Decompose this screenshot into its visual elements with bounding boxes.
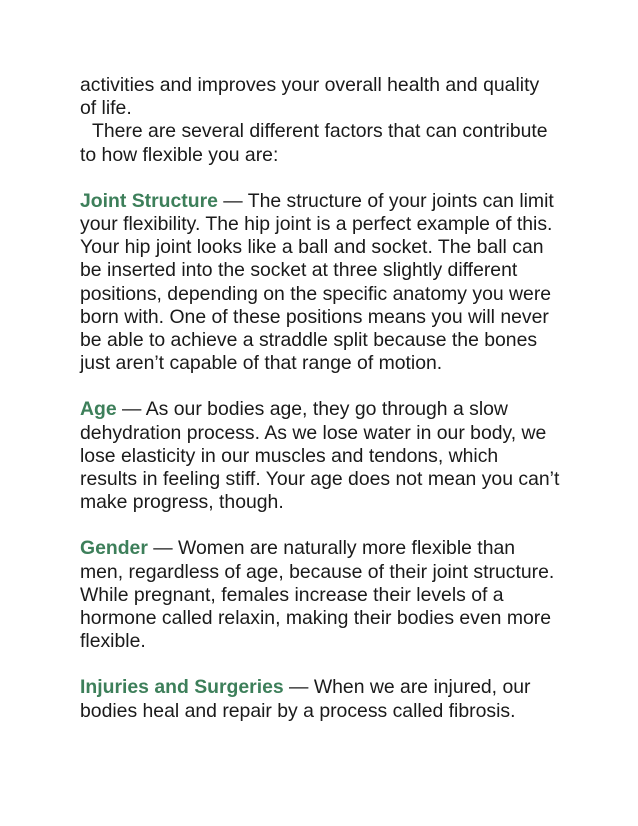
body-age: — As our bodies age, they go through a slow dehydration process. As we lose water in our body, we lose elasticity in our muscles and tendons, which results in feeling stiff. Your age does not mean you can’t make progress, though. <box>80 398 560 514</box>
body-injuries-surgeries: — When we are injured, our bodies heal and repair by a process called fibrosis. <box>80 676 531 722</box>
section-age <box>80 398 560 514</box>
term-gender: Gender <box>80 537 148 560</box>
term-joint-structure: Joint Structure <box>80 189 218 212</box>
section-joint-structure <box>80 190 560 376</box>
section-gender <box>80 537 560 653</box>
term-age: Age <box>80 398 117 421</box>
term-injuries-surgeries: Injuries and Surgeries <box>80 676 284 699</box>
section-injuries-surgeries <box>80 676 560 722</box>
body-joint-structure: — The structure of your joints can limit your flexibility. The hip joint is a perfect example of this. Your hip joint looks like a ball and socket. The ball can be inserted into the socket at three slightly different positions, depending on the specific anatomy you were born with. One of these positions means you will never be able to achieve a straddle split because the bones just aren’t capable of that range of motion. <box>80 189 554 375</box>
document-page <box>80 74 560 723</box>
intro-paragraph: activities and improves your overall health and quality of life. <box>80 74 540 120</box>
body-gender: — Women are naturally more flexible than men, regardless of age, because of their joint structure. While pregnant, females increase their levels of a hormone called relaxin, making their bodies even more flexible. <box>80 537 555 653</box>
intro-factors-paragraph: There are several different factors that can contribute to how flexible you are: <box>80 120 548 166</box>
